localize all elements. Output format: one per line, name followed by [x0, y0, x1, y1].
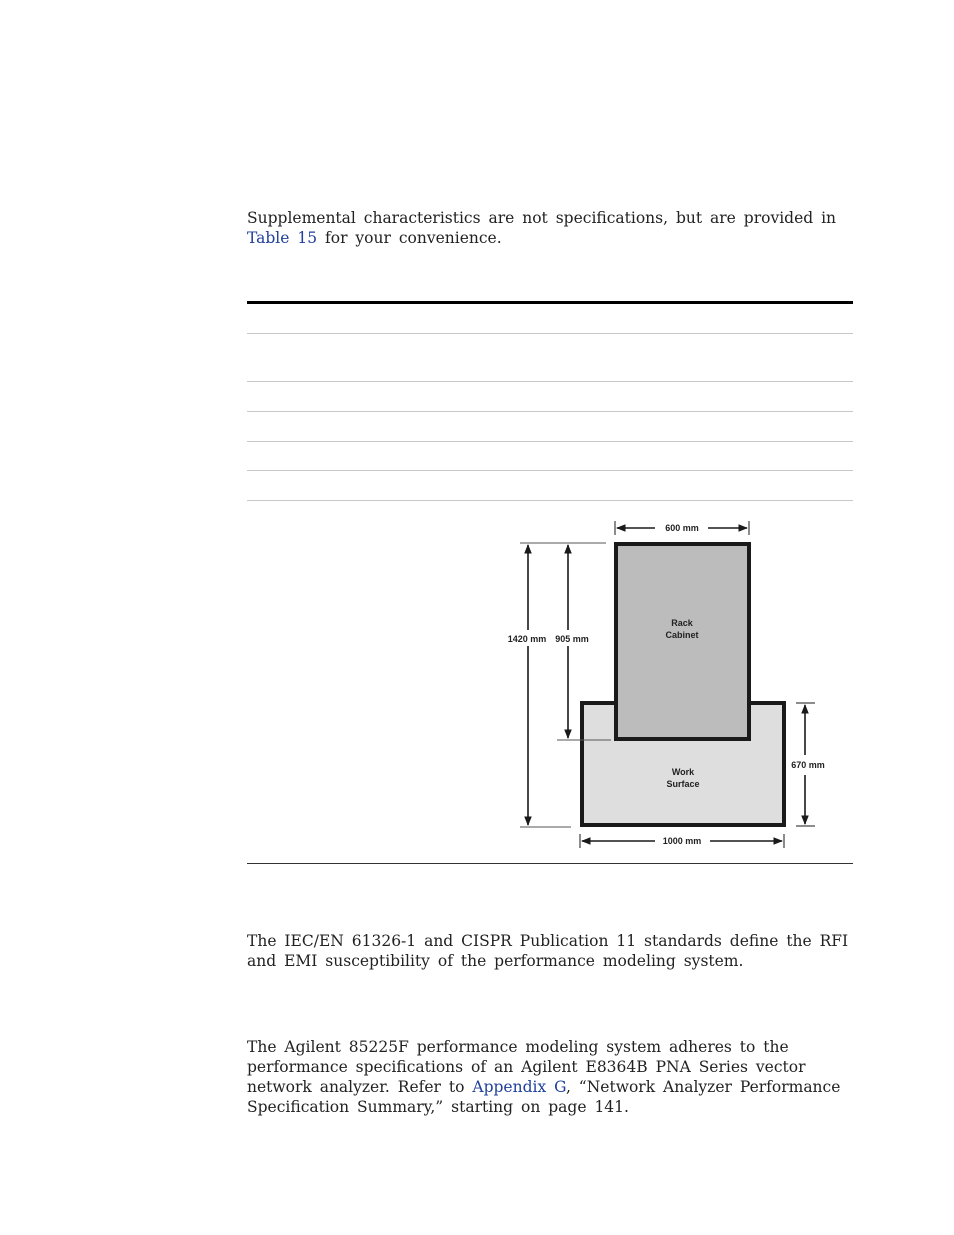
rack-height-label: 905 mm — [555, 634, 589, 644]
perf-line-1: The Agilent 85225F performance modeling system adheres to the — [247, 1038, 789, 1056]
performance-paragraph — [247, 1037, 847, 1117]
intro-paragraph — [247, 208, 847, 248]
perf-line-2: performance specifications of an Agilent E8364B PNA Series vector — [247, 1058, 806, 1076]
surface-width-label: 1000 mm — [662, 836, 702, 846]
table-row-divider-5 — [247, 470, 853, 471]
rack-width-label: 600 mm — [665, 523, 699, 533]
perf-line-4: Specification Summary,” starting on page 141. — [247, 1098, 629, 1116]
table-row-divider-3 — [247, 411, 853, 412]
total-height-label: 1420 mm — [507, 634, 547, 644]
table-row-divider-1 — [247, 333, 853, 334]
intro-line-2 — [247, 228, 847, 248]
intro-line-1: Supplemental characteristics are not specifications, but are provided in — [247, 209, 837, 227]
appendix-g-link[interactable]: Appendix G — [472, 1078, 566, 1096]
perf-line-3-pre: network analyzer. Refer to — [247, 1078, 473, 1096]
intro-line-2-text: for your convenience. — [317, 229, 502, 247]
rack-dimension-diagram — [500, 515, 840, 855]
table-bottom-rule — [247, 863, 853, 864]
rack-label-line-2: Cabinet — [665, 630, 699, 640]
table-row-divider-2 — [247, 381, 853, 382]
emc-line-1: The IEC/EN 61326-1 and CISPR Publication 11 standards define the RFI — [247, 932, 849, 950]
rack-cabinet-shape — [616, 544, 749, 739]
perf-line-3-post: , “Network Analyzer Performance — [565, 1078, 841, 1096]
surface-label-line-2: Surface — [666, 779, 700, 789]
rack-label-line-1: Rack — [671, 618, 693, 628]
table-15-link[interactable]: Table 15 — [247, 229, 318, 247]
table-row-divider-4 — [247, 441, 853, 442]
perf-line-3 — [247, 1077, 847, 1097]
surface-height-label: 670 mm — [791, 760, 825, 770]
table-top-rule — [247, 301, 853, 304]
emc-line-2: and EMI susceptibility of the performance modeling system. — [247, 952, 744, 970]
surface-label-line-1: Work — [671, 767, 695, 777]
emc-paragraph — [247, 931, 847, 971]
table-row-divider-6 — [247, 500, 853, 501]
